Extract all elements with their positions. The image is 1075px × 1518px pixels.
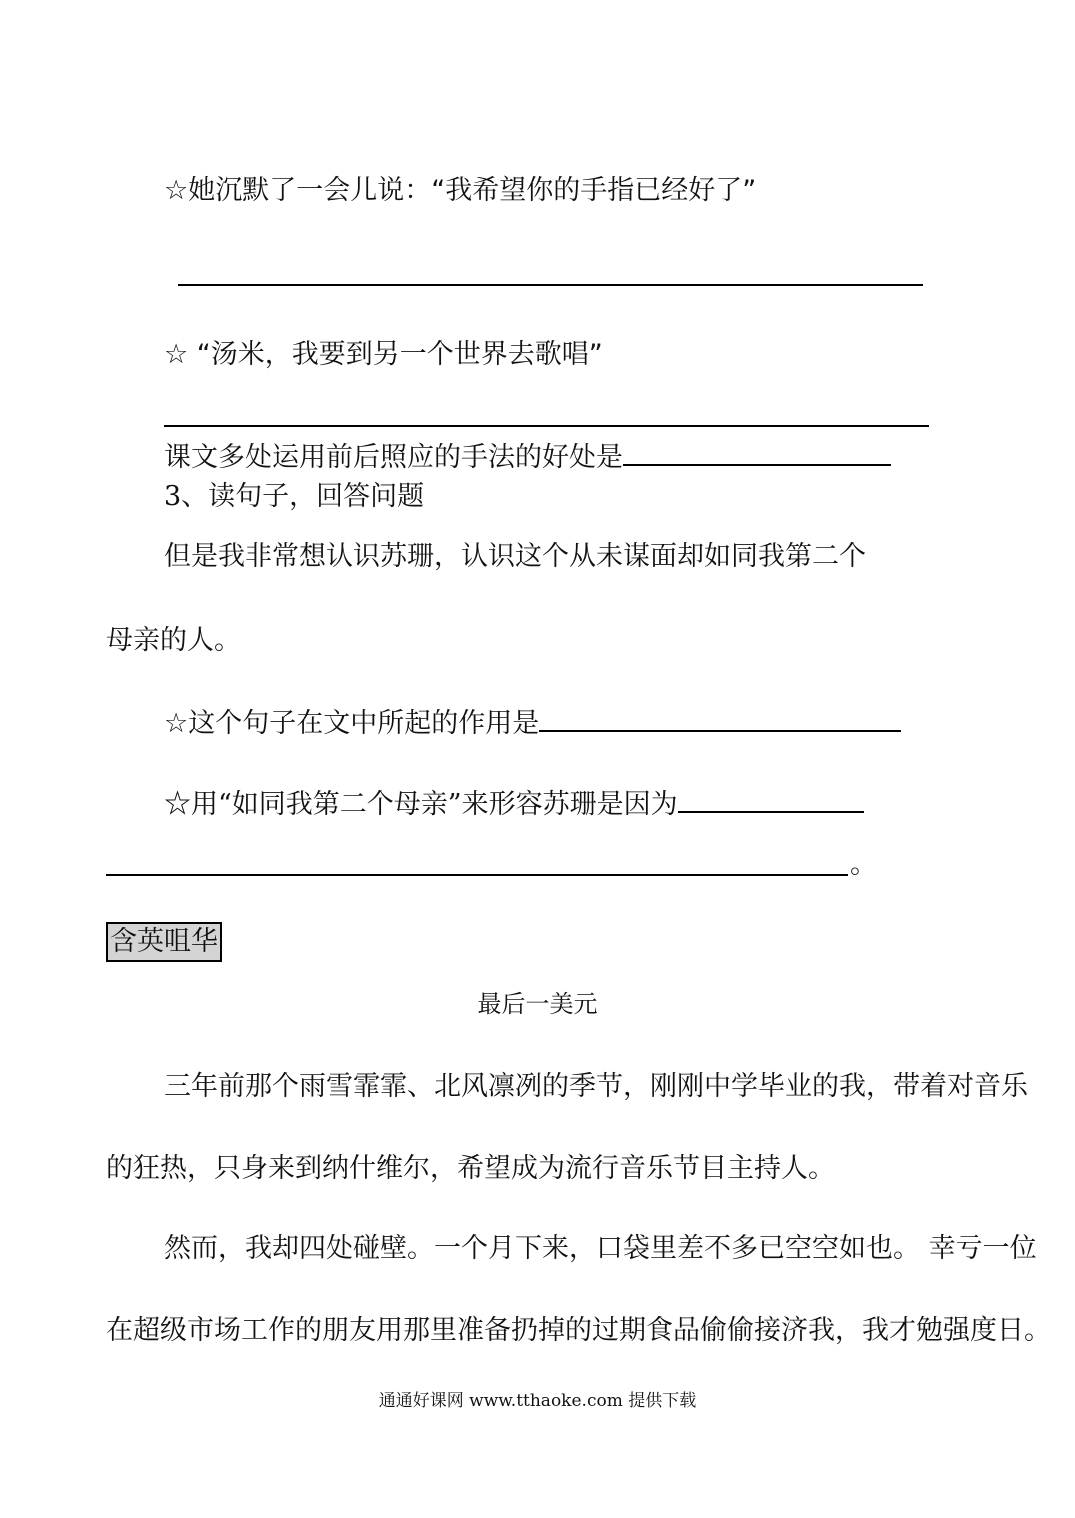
question-benefit [164,438,891,475]
quoted-sentence-line: 但是我非常想认识苏珊，认识这个从未谋面却如同我第二个 [164,541,866,572]
quoted-sentence-line: 母亲的人。 [106,625,241,656]
question-benefit-text: 课文多处运用前后照应的手法的好处是 [164,442,623,473]
answer-blank[interactable] [539,704,901,732]
question-role-text: ☆这个句子在文中所起的作用是 [164,708,540,739]
passage-title: 最后一美元 [477,990,598,1018]
answer-line[interactable] [178,284,923,286]
question-reason-text: ☆用“如同我第二个母亲”来形容苏珊是因为 [164,789,678,820]
paragraph-line: 的狂热，只身来到纳什维尔，希望成为流行音乐节目主持人。 [106,1153,835,1184]
footer-credit: 通通好课网 www.tthaoke.com 提供下载 [378,1391,697,1411]
question-tommy: ☆ “汤米，我要到另一个世界去歌唱” [164,339,603,370]
answer-line[interactable] [164,425,929,427]
section-tag: 含英咀华 [106,922,222,962]
paragraph-line: 在超级市场工作的朋友用那里准备扔掉的过期食品偷偷接济我，我才勉强度日。 [106,1315,1051,1346]
answer-blank[interactable] [623,438,891,466]
paragraph-line: 三年前那个雨雪霏霏、北风凛冽的季节，刚刚中学毕业的我，带着对音乐 [164,1071,1028,1102]
section-heading: 3、读句子，回答问题 [164,481,425,512]
answer-line[interactable] [106,874,848,876]
question-reason [164,785,864,822]
question-finger: ☆她沉默了一会儿说：“我希望你的手指已经好了” [164,175,757,206]
answer-blank[interactable] [678,785,864,813]
end-mark: 。 [850,849,877,880]
question-role [164,704,901,741]
paragraph-line: 然而，我却四处碰壁。一个月下来，口袋里差不多已空空如也。 幸亏一位 [164,1233,1037,1264]
